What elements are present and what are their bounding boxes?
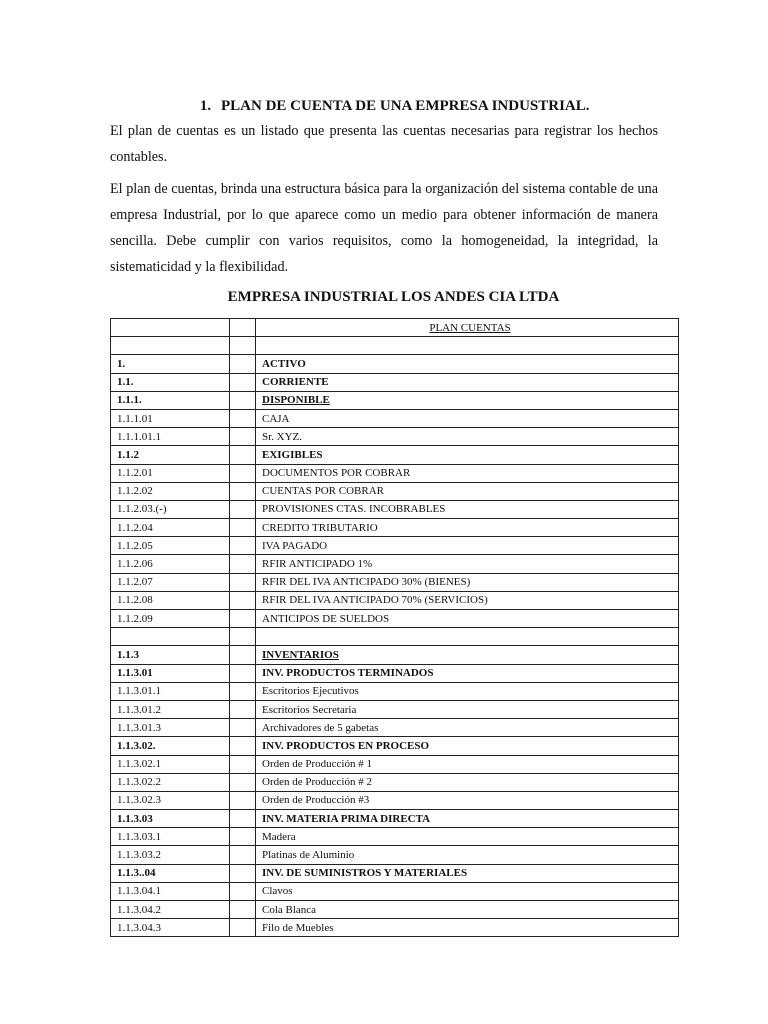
account-name: Cola Blanca: [256, 901, 679, 919]
table-row: [111, 682, 679, 700]
spacer-cell: [230, 391, 256, 409]
account-code: 1.1.: [111, 373, 230, 391]
section-heading: [110, 98, 677, 115]
table-row: [111, 610, 679, 628]
table-row: [111, 755, 679, 773]
account-name: INV. PRODUCTOS TERMINADOS: [256, 664, 679, 682]
table-row: [111, 737, 679, 755]
table-body: [111, 319, 679, 937]
table-row: [111, 555, 679, 573]
spacer-cell: [230, 519, 256, 537]
account-code: 1.1.2: [111, 446, 230, 464]
account-name: EXIGIBLES: [256, 446, 679, 464]
account-name: INV. DE SUMINISTROS Y MATERIALES: [256, 864, 679, 882]
table-row: [111, 882, 679, 900]
account-name: DISPONIBLE: [256, 391, 679, 409]
account-code: 1.: [111, 355, 230, 373]
account-code: 1.1.2.02: [111, 482, 230, 500]
table-row: [111, 409, 679, 427]
paragraph-description: El plan de cuentas, brinda una estructura básica para la organización del sistema contable de una empresa Industrial, por lo que aparece como un medio para obtener información de manera sencilla. Debe cumplir con varios requisitos, como la homogeneidad, la integridad, la sistematicidad y la flexibilidad.: [110, 181, 658, 275]
spacer-cell: [230, 610, 256, 628]
account-code: 1.1.2.05: [111, 537, 230, 555]
account-code: 1.1.2.03.(-): [111, 500, 230, 518]
table-row: [111, 773, 679, 791]
spacer-cell: [230, 409, 256, 427]
account-name: Orden de Producción # 1: [256, 755, 679, 773]
account-name: Madera: [256, 828, 679, 846]
spacer-cell: [230, 828, 256, 846]
table-row: [111, 337, 679, 355]
spacer-cell: [230, 537, 256, 555]
table-row: [111, 700, 679, 718]
paragraph-intro: El plan de cuentas es un listado que presenta las cuentas necesarias para registrar los hechos contables.: [110, 123, 658, 165]
table-row: [111, 646, 679, 664]
table-row: [111, 482, 679, 500]
account-code: 1.1.2.04: [111, 519, 230, 537]
account-name: [256, 337, 679, 355]
table-row: [111, 846, 679, 864]
account-name: CREDITO TRIBUTARIO: [256, 519, 679, 537]
table-header-row: [111, 319, 679, 337]
account-code: 1.1.2.09: [111, 610, 230, 628]
account-code: 1.1.2.06: [111, 555, 230, 573]
spacer-cell: [230, 482, 256, 500]
account-code: 1.1.2.01: [111, 464, 230, 482]
account-name: RFIR ANTICIPADO 1%: [256, 555, 679, 573]
account-code: 1.1.3.01.1: [111, 682, 230, 700]
account-name: Orden de Producción # 2: [256, 773, 679, 791]
section-title: PLAN DE CUENTA DE UNA EMPRESA INDUSTRIAL.: [220, 98, 590, 114]
header-spacer-cell: [230, 319, 256, 337]
account-code: [111, 628, 230, 646]
table-row: [111, 428, 679, 446]
table-row: [111, 573, 679, 591]
spacer-cell: [230, 901, 256, 919]
spacer-cell: [230, 355, 256, 373]
account-name: CAJA: [256, 409, 679, 427]
spacer-cell: [230, 446, 256, 464]
spacer-cell: [230, 591, 256, 609]
account-name: CORRIENTE: [256, 373, 679, 391]
account-name: [256, 628, 679, 646]
account-code: 1.1.3.04.3: [111, 919, 230, 937]
account-code: 1.1.3.03.1: [111, 828, 230, 846]
account-name: Filo de Muebles: [256, 919, 679, 937]
spacer-cell: [230, 337, 256, 355]
account-name: ACTIVO: [256, 355, 679, 373]
account-name: CUENTAS POR COBRAR: [256, 482, 679, 500]
account-code: [111, 337, 230, 355]
spacer-cell: [230, 500, 256, 518]
spacer-cell: [230, 628, 256, 646]
spacer-cell: [230, 882, 256, 900]
account-code: 1.1.3.03: [111, 810, 230, 828]
spacer-cell: [230, 737, 256, 755]
account-code: 1.1.3.01.3: [111, 719, 230, 737]
spacer-cell: [230, 719, 256, 737]
table-row: [111, 591, 679, 609]
account-code: 1.1.3.02.3: [111, 791, 230, 809]
table-row: [111, 828, 679, 846]
spacer-cell: [230, 791, 256, 809]
account-code: 1.1.3.03.2: [111, 846, 230, 864]
table-header-label: PLAN CUENTAS: [256, 319, 679, 337]
account-name: Clavos: [256, 882, 679, 900]
account-code: 1.1.3.01.2: [111, 700, 230, 718]
spacer-cell: [230, 755, 256, 773]
account-name: Archivadores de 5 gabetas: [256, 719, 679, 737]
table-row: [111, 373, 679, 391]
table-row: [111, 464, 679, 482]
spacer-cell: [230, 464, 256, 482]
table-row: [111, 391, 679, 409]
account-name: INVENTARIOS: [256, 646, 679, 664]
table-row: [111, 664, 679, 682]
account-code: 1.1.2.07: [111, 573, 230, 591]
spacer-cell: [230, 700, 256, 718]
section-number: 1.: [199, 98, 212, 114]
chart-of-accounts-table: [110, 318, 679, 937]
spacer-cell: [230, 664, 256, 682]
account-code: 1.1.1.01: [111, 409, 230, 427]
table-row: [111, 500, 679, 518]
account-name: Escritorios Ejecutivos: [256, 682, 679, 700]
account-code: 1.1.3: [111, 646, 230, 664]
account-code: 1.1.3.04.2: [111, 901, 230, 919]
table-row: [111, 901, 679, 919]
account-name: RFIR DEL IVA ANTICIPADO 30% (BIENES): [256, 573, 679, 591]
account-name: ANTICIPOS DE SUELDOS: [256, 610, 679, 628]
account-code: 1.1.3.01: [111, 664, 230, 682]
account-code: 1.1.1.01.1: [111, 428, 230, 446]
account-name: DOCUMENTOS POR COBRAR: [256, 464, 679, 482]
account-code: 1.1.3.02.: [111, 737, 230, 755]
table-row: [111, 519, 679, 537]
table-row: [111, 628, 679, 646]
account-code: 1.1.3.02.2: [111, 773, 230, 791]
table-row: [111, 355, 679, 373]
table-row: [111, 864, 679, 882]
account-code: 1.1.3..04: [111, 864, 230, 882]
spacer-cell: [230, 573, 256, 591]
account-name: Escritorios Secretaria: [256, 700, 679, 718]
account-name: RFIR DEL IVA ANTICIPADO 70% (SERVICIOS): [256, 591, 679, 609]
table-row: [111, 537, 679, 555]
table-row: [111, 919, 679, 937]
account-name: Platinas de Aluminio: [256, 846, 679, 864]
spacer-cell: [230, 846, 256, 864]
spacer-cell: [230, 864, 256, 882]
table-row: [111, 446, 679, 464]
spacer-cell: [230, 810, 256, 828]
account-name: Orden de Producción #3: [256, 791, 679, 809]
table-row: [111, 810, 679, 828]
spacer-cell: [230, 555, 256, 573]
account-name: INV. MATERIA PRIMA DIRECTA: [256, 810, 679, 828]
company-title: EMPRESA INDUSTRIAL LOS ANDES CIA LTDA: [227, 289, 560, 305]
account-code: 1.1.1.: [111, 391, 230, 409]
spacer-cell: [230, 682, 256, 700]
table-row: [111, 719, 679, 737]
account-name: INV. PRODUCTOS EN PROCESO: [256, 737, 679, 755]
spacer-cell: [230, 773, 256, 791]
spacer-cell: [230, 373, 256, 391]
header-code-cell: [111, 319, 230, 337]
account-name: IVA PAGADO: [256, 537, 679, 555]
account-name: Sr. XYZ.: [256, 428, 679, 446]
account-code: 1.1.3.04.1: [111, 882, 230, 900]
spacer-cell: [230, 428, 256, 446]
table-row: [111, 791, 679, 809]
account-code: 1.1.2.08: [111, 591, 230, 609]
spacer-cell: [230, 646, 256, 664]
account-code: 1.1.3.02.1: [111, 755, 230, 773]
spacer-cell: [230, 919, 256, 937]
account-name: PROVISIONES CTAS. INCOBRABLES: [256, 500, 679, 518]
